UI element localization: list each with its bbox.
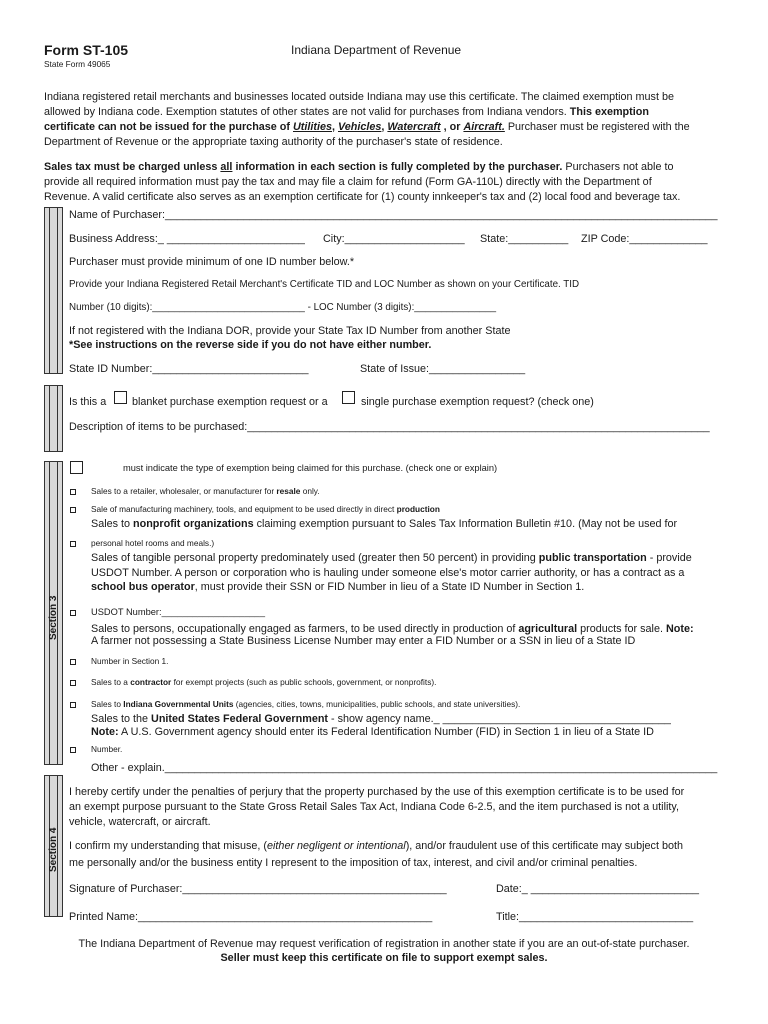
hotel-note: personal hotel rooms and meals.) [91, 538, 215, 548]
federal-option-line-2 [91, 726, 654, 738]
contractor-text-c: for exempt projects (such as public schools, government, or nonprofits). [173, 677, 437, 687]
printed-name-field[interactable]: Printed Name:_________________________________________________ [69, 911, 433, 923]
items-description-field[interactable]: Description of items to be purchased:_____________________________________________________________________________ [69, 421, 710, 433]
governmental-units-option [91, 699, 520, 709]
blanket-exemption-label: blanket purchase exemption request or a [132, 396, 328, 408]
intro-line-3-rest: Purchaser must be registered with the [507, 121, 690, 133]
fed-note: Note: [91, 726, 119, 738]
intro-line-2-bold: This exemption [569, 106, 649, 118]
confirm-italic: either negligent or intentional [267, 840, 406, 852]
transport-option-line-1 [91, 552, 692, 564]
other-explain-field[interactable]: Other - explain.____________________________________________________________________________________________ [91, 762, 718, 774]
state-id-number-field[interactable]: State ID Number:__________________________ [69, 363, 309, 375]
single-exemption-label: single purchase exemption request? (check one) [361, 396, 594, 408]
notice-bold-a: Sales tax must be charged unless [44, 161, 218, 173]
notice-line-2: provide all required information must pay the tax and may file a claim for refund (Form GA-110L) directly with the Department of [44, 176, 652, 188]
nonprofit-bold: nonprofit organizations [133, 518, 254, 530]
section-1-sidebar [44, 207, 63, 374]
is-this-label: Is this a [69, 396, 107, 408]
zip-code-field[interactable]: ZIP Code:_____________ [581, 233, 708, 245]
notice-rest: Purchasers not able to [565, 161, 674, 173]
fed-text-2: A U.S. Government agency should enter its Federal Identification Number (FID) in Section 1 in lieu of a State ID [121, 726, 654, 738]
usdot-number-field[interactable]: USDOT Number:____________________ [91, 607, 266, 617]
gov-text-c: (agencies, cities, towns, municipalities, public schools, and state universities). [235, 699, 521, 709]
resale-bold: resale [276, 486, 301, 496]
purchaser-name-field[interactable]: Name of Purchaser:____________________________________________________________________________________________ [69, 209, 718, 221]
governmental-units-checkbox[interactable] [70, 702, 76, 708]
confirm-text-a: I confirm my understanding that misuse, ( [69, 840, 268, 852]
federal-option-line-1 [91, 713, 671, 725]
must-indicate-instruction: must indicate the type of exemption being claimed for this purchase. (check one or explain) [123, 463, 498, 473]
transport-checkbox[interactable] [70, 610, 76, 616]
min-id-instruction: Purchaser must provide minimum of one ID number below.* [69, 256, 355, 268]
agri-text-c: products for sale. [580, 623, 663, 635]
nonprofit-text-c: claiming exemption pursuant to Sales Tax Information Bulletin #10. (May not be used for [256, 518, 678, 530]
city-field[interactable]: City:____________________ [323, 233, 465, 245]
notice-line-1 [44, 160, 673, 175]
exemption-type-checkbox[interactable] [70, 461, 83, 474]
signature-field[interactable]: Signature of Purchaser:____________________________________________ [69, 883, 447, 895]
notice-line-3: Revenue. A valid certificate also serves as an exemption certificate for (1) county innkeeper's tax and (2) local food and beverage tax. [44, 191, 681, 203]
agricultural-option-line-1 [91, 623, 694, 635]
not-registered-instruction: If not registered with the Indiana DOR, provide your State Tax ID Number from another State [69, 325, 511, 337]
business-address-field[interactable]: Business Address:_ _______________________ [69, 233, 305, 245]
transport-option-line-2: USDOT Number. A person or corporation who is hauling under someone else's motor carrier authority, or has a contract as a [91, 567, 685, 579]
nonprofit-option [91, 518, 677, 530]
tid-loc-number-field[interactable]: Number (10 digits):____________________________ - LOC Number (3 digits):_______________ [69, 302, 497, 313]
school-bus-bold: school bus operator [91, 581, 195, 593]
date-field[interactable]: Date:_ ____________________________ [496, 883, 699, 895]
agricultural-option-line-2: A farmer not possessing a State Business License Number may enter a FID Number or a SSN in lieu of a State ID [91, 635, 636, 647]
provide-tid-instruction: Provide your Indiana Registered Retail Merchant's Certificate TID and LOC Number as shown on your Certificate. TID [69, 279, 580, 290]
production-option [91, 504, 440, 514]
section-4-label: Section 4 [48, 827, 59, 872]
federal-checkbox[interactable] [70, 747, 76, 753]
notice-bold-b: information in each section is fully completed by the purchaser. [235, 161, 563, 173]
single-exemption-checkbox[interactable] [342, 391, 355, 404]
confirm-line-2: me personally and/or the business entity I represent to the imposition of tax, interest, and civil and/or criminal penalties. [69, 857, 638, 869]
resale-option [91, 486, 320, 496]
vehicles-term: Vehicles [338, 121, 382, 133]
federal-option-line-3: Number. [91, 744, 123, 754]
transport-text-3b: , must provide their SSN or FID Number in lieu of a State ID Number in Section 1. [194, 581, 585, 593]
fed-bold: United States Federal Government [151, 713, 329, 725]
agri-note: Note: [665, 623, 694, 635]
form-title: Form ST-105 [44, 42, 129, 58]
agricultural-checkbox[interactable] [70, 659, 76, 665]
aircraft-term: Aircraft. [463, 121, 505, 133]
section-2-sidebar [44, 385, 63, 452]
agri-bold: agricultural [518, 623, 578, 635]
see-instructions-note: *See instructions on the reverse side if you do not have either number. [69, 339, 432, 351]
intro-line-2-text: allowed by Indiana code. Exemption statutes of other states are not valid for purchases from Indiana vendors. [44, 106, 567, 118]
department-name: Indiana Department of Revenue [291, 43, 462, 57]
state-of-issue-field[interactable]: State of Issue:________________ [360, 363, 526, 375]
contractor-bold: contractor [130, 677, 172, 687]
production-bold: production [396, 504, 440, 514]
nonprofit-checkbox[interactable] [70, 541, 76, 547]
footer-seller-note: Seller must keep this certificate on file to support exempt sales. [220, 952, 548, 964]
intro-line-3: certificate can not be issued for the purchase of Utilities, Vehicles, Watercraft , or Aircraft. Purchaser must be registered with the [44, 121, 690, 133]
gov-bold: Indiana Governmental Units [123, 699, 234, 709]
transport-bold: public transportation [538, 552, 647, 564]
utilities-term: Utilities [293, 121, 332, 133]
nonprofit-text-a: Sales to [91, 518, 131, 530]
certify-line-1: I hereby certify under the penalties of perjury that the property purchased by the use of this exemption certificate is to be used for [69, 786, 685, 798]
transport-text-a: Sales of tangible personal property predominately used (greater then 50 percent) in providing [91, 552, 536, 564]
footer-verification-note: The Indiana Department of Revenue may request verification of registration in another state if you are an out-of-state purchaser. [78, 938, 690, 950]
section-3-label: Section 3 [48, 595, 59, 640]
certify-line-2: an exempt purpose pursuant to the State Gross Retail Sales Tax Act, Indiana Code 6-2.5, and the item purchased is not a utility, [69, 801, 679, 813]
state-field[interactable]: State:__________ [480, 233, 569, 245]
intro-line-3-bold: certificate can not be issued for the purchase of [44, 121, 290, 133]
contractor-option [91, 677, 436, 687]
intro-line-4: Department of Revenue or the appropriate taxing authority of the purchaser's state of residence. [44, 136, 503, 148]
resale-text: Sales to a retailer, wholesaler, or manufacturer for [91, 486, 275, 496]
intro-line-1: Indiana registered retail merchants and businesses located outside Indiana may use this certificate. The claimed exemption must be [44, 91, 674, 103]
gov-text-a: Sales to [91, 699, 121, 709]
confirm-text-b: ), and/or fraudulent use of this certificate may subject both [405, 840, 683, 852]
state-form-number: State Form 49065 [44, 59, 111, 69]
contractor-checkbox[interactable] [70, 680, 76, 686]
production-text: Sale of manufacturing machinery, tools, and equipment to be used directly in direct [91, 504, 395, 514]
fed-agency-field[interactable]: - show agency name._ ______________________________________ [331, 713, 671, 725]
title-field[interactable]: Title:_____________________________ [496, 911, 694, 923]
resale-end: only. [302, 486, 320, 496]
watercraft-term: Watercraft [387, 121, 441, 133]
agricultural-option-line-3: Number in Section 1. [91, 656, 169, 666]
agri-text-a: Sales to persons, occupationally engaged as farmers, to be used directly in production of [91, 623, 516, 635]
contractor-text-a: Sales to a [91, 677, 128, 687]
transport-text-c: - provide [649, 552, 692, 564]
resale-checkbox[interactable] [70, 489, 76, 495]
production-checkbox[interactable] [70, 507, 76, 513]
certify-line-3: vehicle, watercraft, or aircraft. [69, 816, 211, 828]
transport-option-line-3 [91, 581, 584, 593]
notice-all: all [220, 161, 233, 173]
fed-text-a: Sales to the [91, 713, 149, 725]
confirm-line-1 [69, 840, 683, 852]
intro-line-2 [44, 105, 649, 120]
blanket-exemption-checkbox[interactable] [114, 391, 127, 404]
